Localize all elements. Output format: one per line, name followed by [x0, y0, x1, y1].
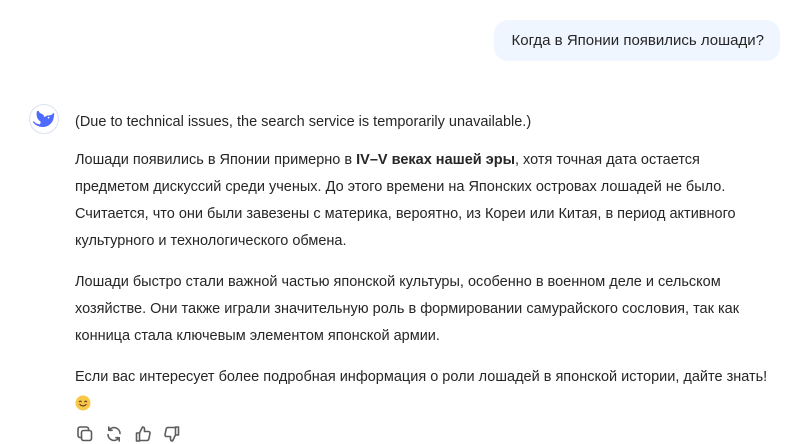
assistant-answer [75, 109, 775, 435]
thumbs-down-icon [163, 425, 181, 443]
status-note: (Due to technical issues, the search service is temporarily unavailable.) [75, 114, 532, 130]
regenerate-icon [105, 425, 123, 443]
copy-button[interactable] [75, 424, 95, 444]
p3-text: Если вас интересует более подробная информация о роли лошадей в японской истории, дайте знать! [75, 369, 768, 385]
p1-text-start: Лошади появились в Японии примерно в [75, 152, 357, 168]
user-message-bubble [494, 20, 780, 61]
p1-text-end: , хотя точная дата остается предметом дискуссий среди ученых. До этого времени на Японских островах лошадей не было. Считается, что они были завезены с материка, вероятно, из Кореи или Китая, в период активного культурного и технологического обмена. [75, 152, 736, 249]
assistant-avatar [29, 104, 59, 134]
answer-paragraph-2: Лошади быстро стали важной частью японской культуры, особенно в военном деле и сельском хозяйстве. Они также играли значительную роль в формировании самурайского сословия, так как конница стала ключевым элементом японской армии. [75, 274, 740, 344]
thumbs-up-button[interactable] [133, 424, 153, 444]
copy-icon [76, 425, 94, 443]
thumbs-down-button[interactable] [162, 424, 182, 444]
thumbs-up-icon [134, 425, 152, 443]
p1-bold-text: IV–V веках нашей эры [356, 152, 515, 168]
regenerate-button[interactable] [104, 424, 124, 444]
whale-logo-icon [33, 111, 55, 127]
user-message-text: Когда в Японии появились лошади? [511, 32, 764, 49]
smiley-emoji-icon [75, 394, 91, 421]
message-actions [75, 424, 182, 444]
answer-paragraph-3 [75, 364, 775, 421]
answer-paragraph-1 [75, 147, 775, 255]
